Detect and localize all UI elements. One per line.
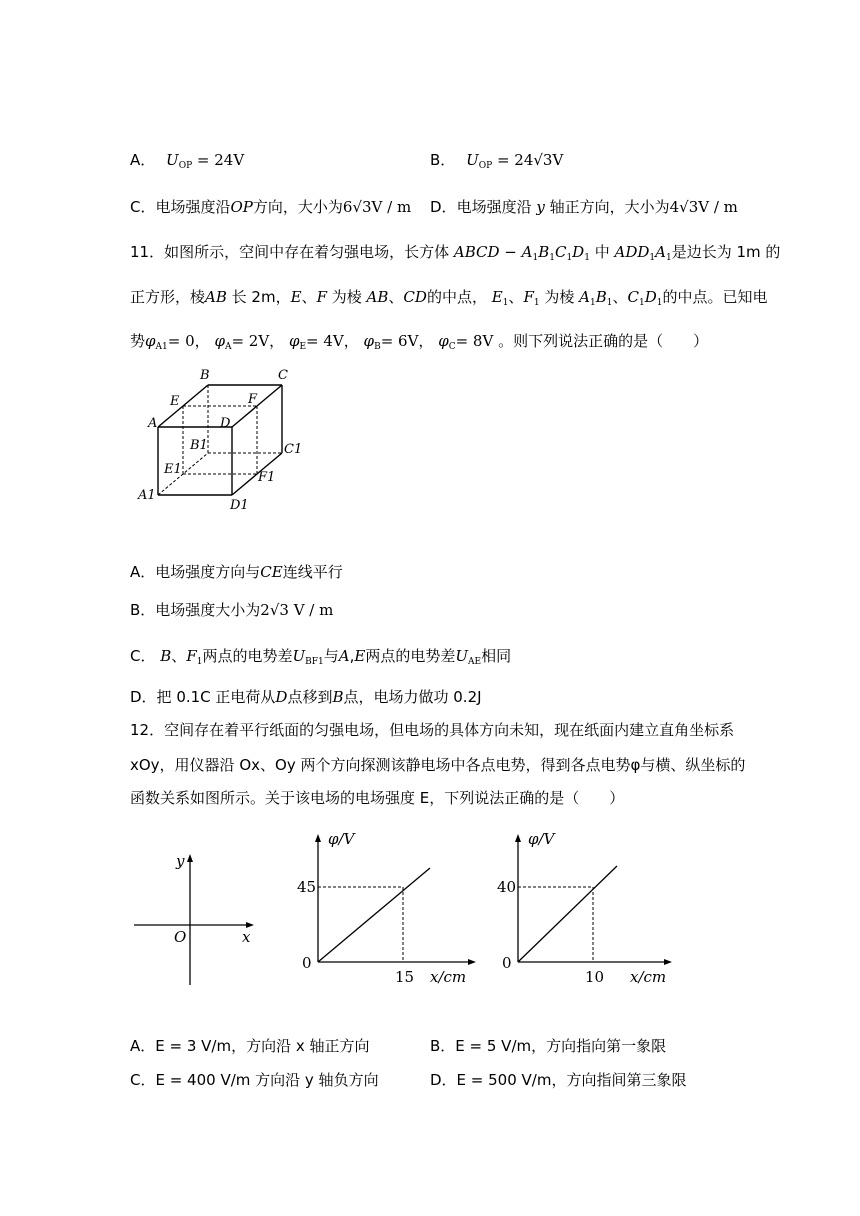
q12-option-b: B．E = 5 V/m，方向指向第一象限 [430,1037,667,1055]
cuboid-figure [130,365,310,515]
label-f1: F1 [258,470,276,485]
graph2-origin: 0 [502,954,512,972]
label-e: E [170,394,180,409]
graph1-xlabel: x/cm [430,968,467,986]
q12-stem-line2: xOy，用仪器沿 Ox、Oy 两个方向探测该静电场中各点电势，得到各点电势φ与横、纵坐标的 [130,756,746,774]
label-e1: E1 [164,462,182,477]
graph2-xlabel: x/cm [630,968,667,986]
q10-option-b: B． $U_{OP} = 24√3V$ [430,151,564,171]
label-c1: C1 [284,442,303,457]
label-a: A [148,416,158,431]
q11-option-b: B．电场强度大小为2√3 V / m [130,601,334,619]
q11-option-d: D．把 0.1C 正电荷从D点移到B点，电场力做功 0.2J [130,688,482,706]
graph2-ytick: 40 [497,878,517,896]
q11-option-c: C． B、$F_1$两点的电势差$U_{BF1}$与A,E两点的电势差$U_{AE}$相同 [130,647,512,667]
graph2-xtick: 10 [585,968,605,986]
q12-stem-line3: 函数关系如图所示。关于该电场的电场强度 E，下列说法正确的是（ ） [130,789,625,807]
q10-option-a: A． $U_{OP} = 24V$ [130,151,245,171]
q12-option-a: A．E = 3 V/m，方向沿 x 轴正方向 [130,1037,370,1055]
axis-y-label: y [176,852,185,870]
origin-label: O [174,928,187,946]
label-b: B [200,368,210,383]
coordinate-axes-figure [130,850,260,990]
q10-option-c: C．电场强度沿OP方向，大小为6√3V / m [130,198,412,216]
label-a1: A1 [138,488,156,503]
q12-option-d: D．E = 500 V/m，方向指间第三象限 [430,1071,687,1089]
label-b1: B1 [190,438,208,453]
label-d: D [220,416,231,431]
label-d1: D1 [230,498,249,513]
label-c: C [278,368,288,383]
q11-stem-line1: 11．如图所示，空间中存在着匀强电场，长方体 ABCD − $A_1B_1C_1D_1$ 中 $ADD_1A_1$是边长为 1m 的 [130,243,781,263]
q11-stem-line3: 势$\varphi_{A1}= 0$， $\varphi_A= 2V$， $\varphi_E= 4V$， $\varphi_B= 6V$， $\varphi_C= 8V$ 。则下列说法正确的是（ ） [130,332,709,352]
graph2-ylabel: φ/V [528,830,555,848]
potential-graph-2 [490,820,680,990]
q12-stem-line1: 12．空间存在着平行纸面的匀强电场，但电场的具体方向未知，现在纸面内建立直角坐标系 [130,721,735,739]
graph1-xtick: 15 [395,968,415,986]
q11-option-a: A．电场强度方向与CE连线平行 [130,563,343,581]
graph1-ylabel: φ/V [328,830,355,848]
graph1-ytick: 45 [297,878,317,896]
axis-x-label: x [242,928,251,946]
q11-stem-line2: 正方形，棱AB 长 2m，E、F 为棱 AB、CD的中点， $E_1$、$F_1$ 为棱 $A_1B_1$、$C_1D_1$的中点。已知电 [130,288,768,308]
graph1-origin: 0 [302,954,312,972]
q12-option-c: C．E = 400 V/m 方向沿 y 轴负方向 [130,1071,379,1089]
label-f: F [248,392,258,407]
q10-option-d: D．电场强度沿 y 轴正方向，大小为4√3V / m [430,198,738,216]
potential-graph-1 [290,820,480,990]
